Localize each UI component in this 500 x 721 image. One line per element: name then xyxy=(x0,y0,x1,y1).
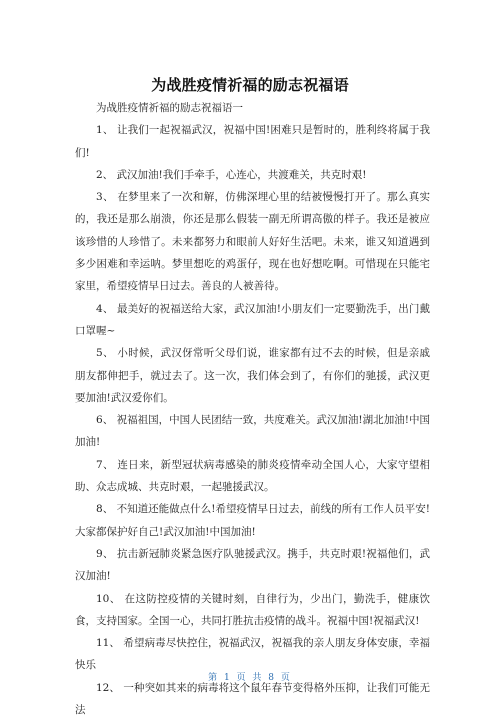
paragraph-6: 6、 祝福祖国，中国人民团结一致，共度难关。武汉加油!湖北加油!中国加油! xyxy=(75,414,430,449)
paragraph-10: 10、 在这防控疫情的关键时刻，自律行为，少出门，勤洗手，健康饮食，支持国家。全国一心，共同打胜抗击疫情的战斗。祝福中国!祝福武汉! xyxy=(75,592,430,627)
paragraph-12: 12、 一种突如其来的病毒将这个鼠年春节变得格外压抑，让我们可能无法 xyxy=(75,681,430,717)
page-number-footer: 第 1 页 共 8 页 xyxy=(208,673,292,683)
document-body xyxy=(75,97,430,721)
paragraph-1: 1、 让我们一起祝福武汉，祝福中国!困难只是暂时的，胜利终将属于我们! xyxy=(75,124,430,159)
paragraph-8: 8、 不知道还能做点什么!希望疫情早日过去，前线的所有工作人员平安!大家都保护好自己!武汉加油!中国加油! xyxy=(75,503,430,538)
paragraph-11: 11、 希望病毒尽快控住，祝福武汉，祝福我的亲人朋友身体安康，幸福快乐 xyxy=(75,637,430,672)
paragraph-9: 9、 抗击新冠肺炎紧急医疗队驰援武汉。携手，共克时艰!祝福他们，武汉加油! xyxy=(75,547,430,583)
document-subtitle: 为战胜疫情祈福的励志祝福语一 xyxy=(96,102,243,114)
paragraph-4: 4、 最美好的祝福送给大家，武汉加油!小朋友们一定要勤洗手，出门戴口罩喔~ xyxy=(75,302,430,337)
paragraph-5: 5、 小时候，武汉伢常听父母们说，谁家都有过不去的时候，但是亲戚朋友都伸把手，就过去了。这一次，我们体会到了，有你们的驰援，武汉更要加油!武汉爱你们。 xyxy=(75,347,430,404)
paragraph-2: 2、 武汉加油!我们手牵手，心连心，共渡难关，共克时艰! xyxy=(96,168,367,181)
paragraph-3: 3、 在梦里来了一次和解，仿佛深埋心里的结被慢慢打开了。那么真实的，我还是那么崩溃，你还是那么假装一副无所谓高傲的样子。我还是被应该珍惜的人珍惜了。未来都努力和眼前人好好生活吧。未来，谁又知道遇到多少困难和幸运呐。梦里想吃的鸡蛋仔，现在也好想吃啊。可惜现在只能宅家里，希望疫情早日过去。善良的人被善待。 xyxy=(75,191,430,293)
document-title: 为战胜疫情祈福的励志祝福语 xyxy=(151,76,349,94)
paragraph-7: 7、 连日来，新型冠状病毒感染的肺炎疫情牵动全国人心，大家守望相助、众志成城、共克时艰，一起驰援武汉。 xyxy=(75,458,430,494)
